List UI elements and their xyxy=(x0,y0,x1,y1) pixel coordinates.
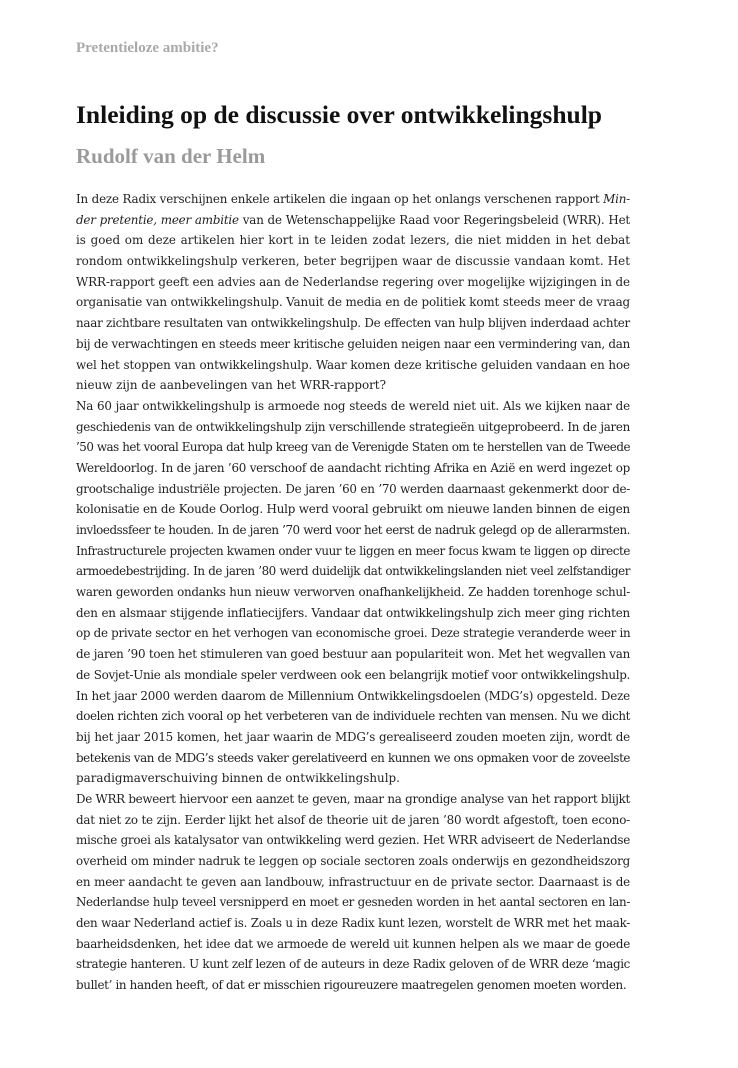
text-line xyxy=(76,603,630,624)
text-line xyxy=(76,334,630,355)
text-line xyxy=(76,872,630,893)
report-title-italic: der pretentie, meer ambitie xyxy=(76,212,239,227)
text-line xyxy=(76,644,630,665)
text-segment: is goed om deze artikelen hier kort in te leiden zodat lezers, die niet midden in het debat xyxy=(76,233,630,248)
text-segment: organisatie van ontwikkelingshulp. Vanuit de media en de politiek komt steeds meer de vraag xyxy=(76,295,630,310)
text-line xyxy=(76,768,630,789)
text-segment: baarheidsdenken, het idee dat we armoede de wereld uit kunnen helpen als we maar de goede xyxy=(76,936,630,951)
text-line xyxy=(76,520,630,541)
text-segment: In het jaar 2000 werden daarom de Millennium Ontwikkelingsdoelen (MDG’s) opgesteld. Deze xyxy=(76,688,630,703)
paragraph-3 xyxy=(76,789,630,996)
text-segment: In deze Radix verschijnen enkele artikelen die ingaan op het onlangs verschenen rapport xyxy=(76,192,604,206)
text-line xyxy=(76,437,630,458)
text-line xyxy=(76,396,630,417)
text-line xyxy=(76,417,630,438)
text-line xyxy=(76,748,630,769)
text-segment: De WRR beweert hiervoor een aanzet te geven, maar na grondige analyse van het rapport blijkt xyxy=(76,791,630,806)
running-header: Pretentieloze ambitie? xyxy=(76,40,219,56)
text-line xyxy=(76,913,630,934)
text-line xyxy=(76,975,630,996)
text-line xyxy=(76,210,630,231)
article-body xyxy=(76,189,630,996)
text-line xyxy=(76,789,630,810)
text-segment: de Sovjet-Unie als mondiale speler verdween ook een belangrijk motief voor ontwikkelingshulp. xyxy=(76,667,630,682)
text-segment: armoedebestrijding. In de jaren ’80 werd duidelijk dat ontwikkelingslanden niet veel zelfstandiger xyxy=(76,564,630,579)
text-line xyxy=(76,355,630,376)
text-segment: betekenis van de MDG’s steeds vaker gerelativeerd en kunnen we ons opmaken voor de zoveelste xyxy=(76,750,630,765)
text-segment: den waar Nederland actief is. Zoals u in deze Radix kunt lezen, worstelt de WRR met het maak- xyxy=(76,916,630,931)
text-line xyxy=(76,313,630,334)
text-line xyxy=(76,292,630,313)
text-line xyxy=(76,830,630,851)
text-segment: overheid om minder nadruk te leggen op sociale sectoren zoals onderwijs en gezondheidszorg xyxy=(76,854,630,868)
text-segment: dat niet zo te zijn. Eerder lijkt het alsof de theorie uit de jaren ’80 wordt afgestoft, toen econo- xyxy=(76,812,630,827)
text-line xyxy=(76,582,630,603)
text-segment: strategie hanteren. U kunt zelf lezen of de auteurs in deze Radix geloven of de WRR deze ‘magic xyxy=(76,957,630,972)
text-segment: wel het stoppen van ontwikkelingshulp. Waar komen deze kritische geluiden vandaan en hoe xyxy=(76,357,630,372)
text-line xyxy=(76,541,630,562)
text-line xyxy=(76,272,630,293)
text-segment: nieuw zijn de aanbevelingen van het WRR-rapport? xyxy=(76,378,386,393)
text-line xyxy=(76,375,630,396)
text-segment: invloedssfeer te houden. In de jaren ’70 werd voor het eerst de nadruk gelegd op de allerarmsten. xyxy=(76,523,630,537)
report-title-italic: Min- xyxy=(603,192,630,206)
text-segment: Infrastructurele projecten kwamen onder vuur te liggen en meer focus kwam te liggen op directe xyxy=(76,543,630,558)
text-segment: Nederlandse hulp teveel versnipperd en moet er gesneden worden in het aantal sectoren en lan- xyxy=(76,895,630,910)
text-segment: rondom ontwikkelingshulp verkeren, beter begrijpen waar de discussie vandaan komt. Het xyxy=(76,254,630,269)
text-segment: Na 60 jaar ontwikkelingshulp is armoede nog steeds de wereld niet uit. Als we kijken naar de xyxy=(76,398,630,413)
text-segment: Wereldoorlog. In de jaren ’60 verschoof de aandacht richting Afrika en Azië en werd ingezet op xyxy=(76,460,630,475)
text-segment: bij de verwachtingen en steeds meer kritische geluiden neigen naar een vermindering van, dan xyxy=(76,336,631,351)
article-title: Inleiding op de discussie over ontwikkelingshulp xyxy=(76,100,602,129)
text-line xyxy=(76,189,630,210)
text-segment: doelen richten zich vooral op het verbeteren van de individuele rechten van mensen. Nu we dicht xyxy=(76,709,630,724)
text-segment: paradigmaverschuiving binnen de ontwikkelingshulp. xyxy=(76,771,400,786)
paragraph-2 xyxy=(76,396,630,789)
text-line xyxy=(76,230,630,251)
text-segment: den en alsmaar stijgende inflatiecijfers. Vandaar dat ontwikkelingshulp zich meer ging richten xyxy=(76,605,630,620)
text-line xyxy=(76,479,630,500)
text-line xyxy=(76,706,630,727)
text-line xyxy=(76,851,630,872)
text-segment: en meer aandacht te geven aan landbouw, infrastructuur en de private sector. Daarnaast is de xyxy=(76,874,630,889)
text-segment: bij het jaar 2015 komen, het jaar waarin de MDG’s gerealiseerd zouden moeten zijn, wordt de xyxy=(76,729,630,744)
paragraph-1 xyxy=(76,189,630,396)
text-segment: grootschalige industriële projecten. De jaren ’60 en ’70 werden daarnaast gekenmerkt door de- xyxy=(76,481,630,496)
text-segment: naar zichtbare resultaten van ontwikkelingshulp. De effecten van hulp blijven inderdaad achter xyxy=(76,316,630,331)
text-segment: mische groei als katalysator van ontwikkeling werd gezien. Het WRR adviseert de Nederlandse xyxy=(76,833,630,848)
text-line xyxy=(76,561,630,582)
text-line xyxy=(76,665,630,686)
text-segment: ’50 was het vooral Europa dat hulp kreeg van de Verenigde Staten om te herstellen van de Tweede xyxy=(76,440,630,455)
text-segment: bullet’ in handen heeft, of dat er misschien rigoureuzere maatregelen genomen moeten worden. xyxy=(76,978,627,993)
text-line xyxy=(76,458,630,479)
text-line xyxy=(76,934,630,955)
text-line xyxy=(76,954,630,975)
text-segment: WRR-rapport geeft een advies aan de Nederlandse regering over mogelijke wijzigingen in de xyxy=(76,274,630,289)
text-line xyxy=(76,251,630,272)
text-segment: op de private sector en het verhogen van economische groei. Deze strategie veranderde weer in xyxy=(76,626,631,641)
text-segment: kolonisatie en de Koude Oorlog. Hulp werd vooral gebruikt om nieuwe landen binnen de eigen xyxy=(76,502,630,517)
article-author: Rudolf van der Helm xyxy=(76,144,266,168)
text-line xyxy=(76,727,630,748)
text-segment: de jaren ’90 toen het stimuleren van goed bestuur aan populariteit won. Met het wegvallen van xyxy=(76,647,630,662)
text-segment: waren geworden ondanks hun nieuw verworven onafhankelijkheid. Ze hadden torenhoge schul- xyxy=(76,585,630,600)
text-segment: geschiedenis van de ontwikkelingshulp zijn verschillende strategieën uitgeprobeerd. In de jaren xyxy=(76,419,630,434)
text-segment: van de Wetenschappelijke Raad voor Regeringsbeleid (WRR). Het xyxy=(238,212,631,227)
text-line xyxy=(76,499,630,520)
text-line xyxy=(76,623,630,644)
text-line xyxy=(76,686,630,707)
text-line xyxy=(76,810,630,831)
text-line xyxy=(76,892,630,913)
